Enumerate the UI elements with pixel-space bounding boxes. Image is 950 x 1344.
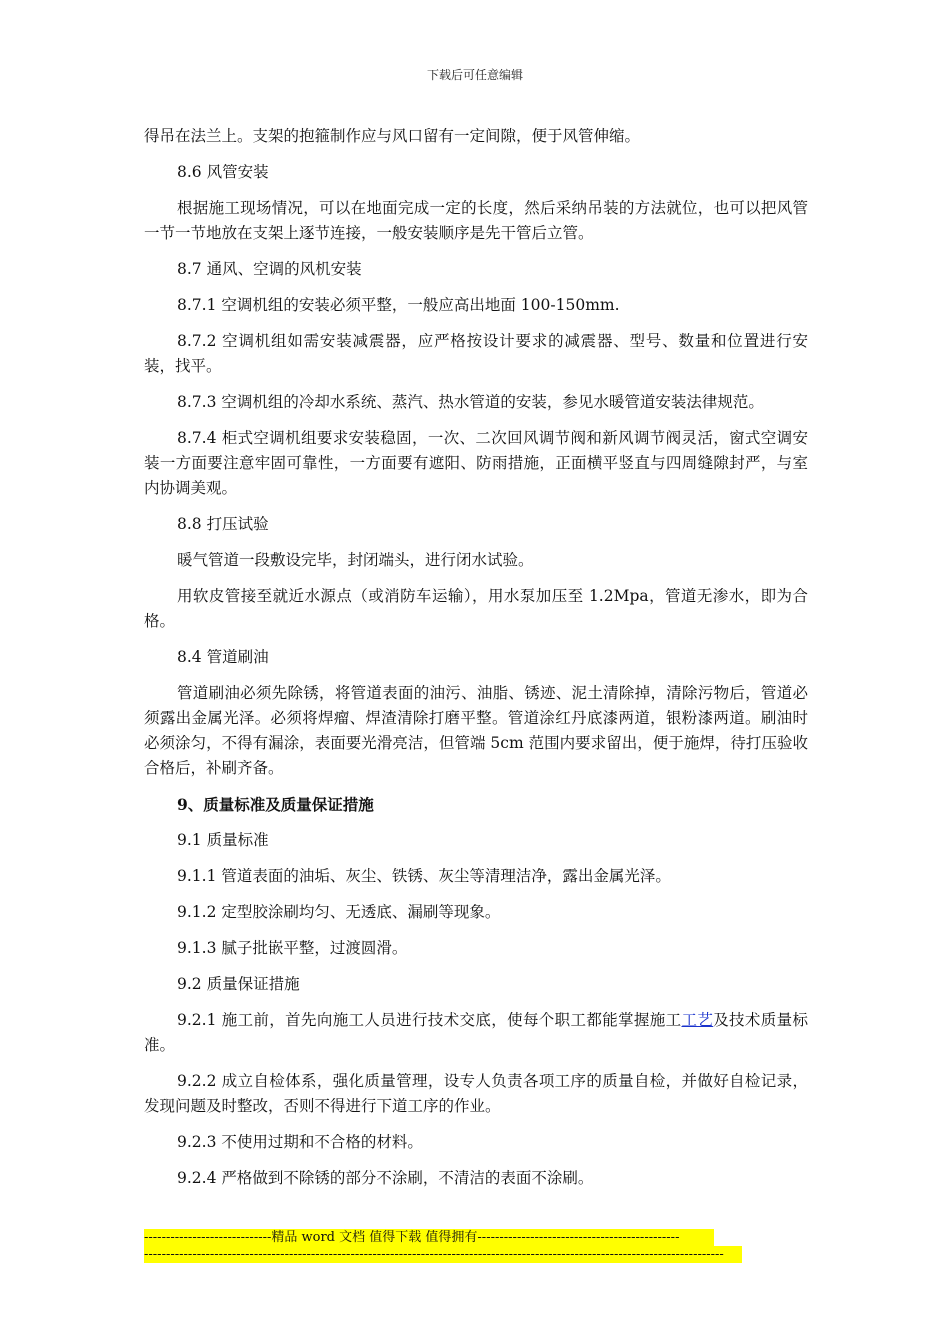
paragraph: 用软皮管接至就近水源点（或消防车运输），用水泵加压至 1.2Mpa，管道无渗水，即为合格。 bbox=[144, 587, 808, 630]
paragraph-9-2-2: 9.2.2 成立自检体系，强化质量管理，设专人负责各项工序的质量自检，并做好自检记录，发现问题及时整改，否则不得进行下道工序的作业。 bbox=[144, 1072, 808, 1115]
paragraph: 管道刷油必须先除锈，将管道表面的油污、油脂、锈迹、泥土清除掉，清除污物后，管道必须露出金属光泽。必须将焊瘤、焊渣清除打磨平整。管道涂红丹底漆两道，银粉漆两道。刷油时必须涂匀，不得有漏涂，表面要光滑亮洁，但管端 5cm 范围内要求留出，便于施焊，待打压验收合格后，补刷齐备。 bbox=[144, 684, 808, 777]
paragraph-9-2-1 bbox=[144, 1008, 808, 1058]
page-header: 下载后可任意编辑 bbox=[426, 68, 523, 82]
page-footer bbox=[144, 1229, 744, 1263]
paragraph-9-2-4: 9.2.4 严格做到不除锈的部分不涂刷，不清洁的表面不涂刷。 bbox=[177, 1169, 594, 1187]
paragraph: 根据施工现场情况，可以在地面完成一定的长度，然后采纳吊装的方法就位，也可以把风管一节一节地放在支架上逐节连接，一般安装顺序是先干管后立管。 bbox=[144, 199, 808, 242]
hyperlink-gongyi[interactable]: 工艺 bbox=[681, 1011, 714, 1029]
section-heading-8-8: 8.8 打压试验 bbox=[177, 515, 269, 533]
section-heading-8-4: 8.4 管道刷油 bbox=[177, 648, 269, 666]
paragraph-9-1-3: 9.1.3 腻子批嵌平整，过渡圆滑。 bbox=[177, 939, 408, 957]
section-heading-9: 9、质量标准及质量保证措施 bbox=[177, 795, 374, 814]
paragraph-text: 及技术质量标准。 bbox=[144, 1011, 808, 1054]
section-heading-9-1: 9.1 质量标准 bbox=[177, 831, 269, 849]
paragraph: 暖气管道一段敷设完毕，封闭端头，进行闭水试验。 bbox=[177, 551, 534, 569]
document-body bbox=[144, 124, 808, 1202]
footer-banner-line: -----------------------------精品 word 文档 值得下载 值得拥有---------------------------------------------- bbox=[144, 1229, 714, 1246]
paragraph-8-7-4: 8.7.4 柜式空调机组要求安装稳固，一次、二次回风调节阀和新风调节阀灵活，窗式空调安装一方面要注意牢固可靠性，一方面要有遮阳、防雨措施，正面横平竖直与四周缝隙封严，与室内协调美观。 bbox=[144, 429, 808, 497]
footer-dashed-line: ------------------------------------------------------------------------------------------------------------------------------------ bbox=[144, 1246, 742, 1263]
paragraph-9-1-1: 9.1.1 管道表面的油垢、灰尘、铁锈、灰尘等清理洁净，露出金属光泽。 bbox=[177, 867, 671, 885]
paragraph-9-1-2: 9.1.2 定型胶涂刷均匀、无透底、漏刷等现象。 bbox=[177, 903, 501, 921]
paragraph-8-7-3: 8.7.3 空调机组的冷却水系统、蒸汽、热水管道的安装，参见水暖管道安装法律规范。 bbox=[177, 393, 764, 411]
section-heading-8-7: 8.7 通风、空调的风机安装 bbox=[177, 260, 362, 278]
paragraph-continuation: 得吊在法兰上。支架的抱箍制作应与风口留有一定间隙，便于风管伸缩。 bbox=[144, 127, 641, 145]
paragraph-9-2-3: 9.2.3 不使用过期和不合格的材料。 bbox=[177, 1133, 423, 1151]
paragraph-text: 9.2.1 施工前，首先向施工人员进行技术交底，使每个职工都能掌握施工 bbox=[177, 1011, 682, 1029]
paragraph-8-7-1: 8.7.1 空调机组的安装必须平整，一般应高出地面 100-150mm. bbox=[177, 296, 620, 314]
paragraph-8-7-2: 8.7.2 空调机组如需安装减震器，应严格按设计要求的减震器、型号、数量和位置进行安装，找平。 bbox=[144, 332, 808, 375]
section-heading-9-2: 9.2 质量保证措施 bbox=[177, 975, 300, 993]
section-heading-8-6: 8.6 风管安装 bbox=[177, 163, 269, 181]
